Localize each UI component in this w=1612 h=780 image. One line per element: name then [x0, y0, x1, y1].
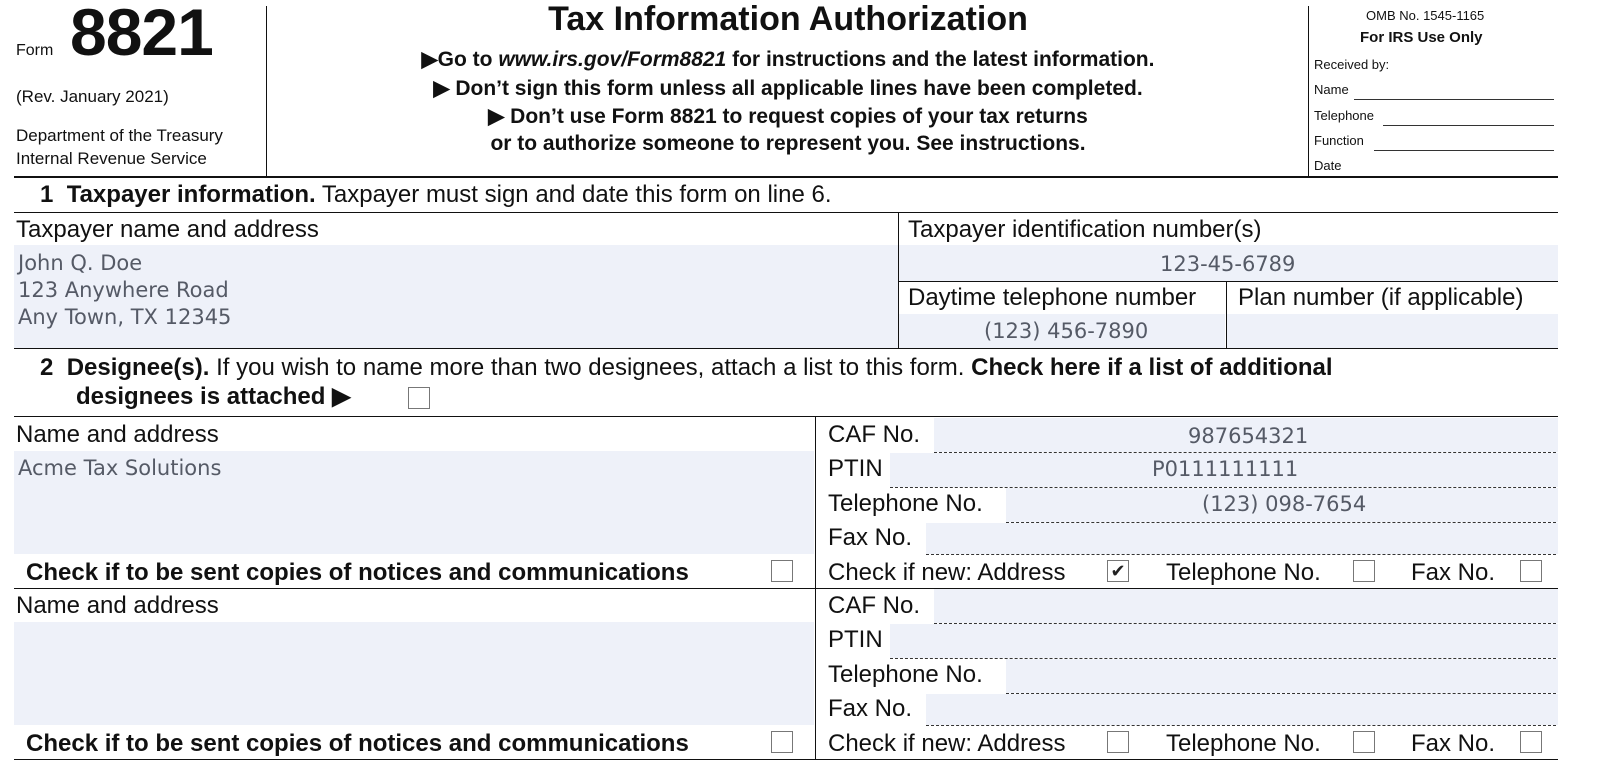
checkmark-icon: ✔	[1110, 561, 1126, 581]
designee-2-tel-field[interactable]	[1006, 659, 1558, 693]
designee-2-name-label: Name and address	[16, 592, 219, 619]
irs-telephone-label: Telephone	[1314, 108, 1374, 123]
designee-1-copies-label: Check if to be sent copies of notices and communications	[26, 559, 689, 586]
taxpayer-address-line-2: Any Town, TX 12345	[18, 305, 232, 329]
designee-1-name-value: Acme Tax Solutions	[18, 456, 222, 480]
department-line-1: Department of the Treasury	[16, 126, 223, 145]
designee-1-tel-label: Telephone No.	[828, 490, 983, 517]
instruction-line-2: ▶ Don’t sign this form unless all applicable lines have been completed.	[433, 77, 1143, 100]
triangle-right-icon: ▶	[488, 105, 505, 128]
designee-1-caf-value: 987654321	[1188, 424, 1309, 448]
triangle-right-icon: ▶	[332, 383, 351, 410]
designee-1-new-address-label: Check if new: Address	[828, 559, 1066, 586]
taxpayer-address-line-1: 123 Anywhere Road	[18, 278, 229, 302]
designee-1-fax-field[interactable]	[926, 523, 1558, 554]
section-2-heading-cont: designees is attached ▶	[76, 383, 351, 410]
additional-designees-checkbox[interactable]	[408, 387, 430, 409]
designee-1-fax-label: Fax No.	[828, 524, 913, 551]
designee-2-new-fax-label: Fax No.	[1411, 730, 1496, 757]
tin-label: Taxpayer identification number(s)	[908, 216, 1262, 243]
instruction-url[interactable]: www.irs.gov/Form8821	[498, 48, 727, 71]
designee-2-new-address-checkbox[interactable]	[1107, 731, 1129, 753]
designee-1-caf-label: CAF No.	[828, 421, 921, 448]
designee-1-copies-checkbox[interactable]	[771, 560, 793, 582]
instruction-line-3: ▶ Don’t use Form 8821 to request copies of your tax returns	[488, 105, 1088, 128]
designee-2-new-fax-checkbox[interactable]	[1520, 731, 1542, 753]
designee-2-fax-label: Fax No.	[828, 695, 913, 722]
designee-2-copies-checkbox[interactable]	[771, 731, 793, 753]
irs-date-label: Date	[1314, 158, 1342, 173]
section-2-heading: 2 Designee(s). If you wish to name more than two designees, attach a list to this form. Check here if a list of additional	[40, 354, 1333, 381]
instruction-line-1: ▶Go to www.irs.gov/Form8821 for instructions and the latest information.	[421, 48, 1155, 71]
tin-value: 123-45-6789	[1160, 252, 1296, 276]
daytime-phone-value: (123) 456-7890	[984, 319, 1149, 343]
irs-name-label: Name	[1314, 82, 1349, 97]
designee-2-copies-label: Check if to be sent copies of notices and communications	[26, 730, 689, 757]
designee-1-new-address-checkbox[interactable]	[1107, 560, 1129, 582]
irs-name-field[interactable]	[1354, 99, 1554, 100]
irs-telephone-field[interactable]	[1383, 125, 1554, 126]
form-revision: (Rev. January 2021)	[16, 87, 169, 106]
designee-2-caf-field[interactable]	[934, 589, 1558, 623]
designee-1-name-label: Name and address	[16, 421, 219, 448]
irs-function-label: Function	[1314, 133, 1364, 148]
designee-2-new-tel-label: Telephone No.	[1166, 730, 1321, 757]
irs-function-field[interactable]	[1374, 150, 1554, 151]
designee-2-caf-label: CAF No.	[828, 592, 921, 619]
designee-1-tel-value: (123) 098-7654	[1202, 492, 1367, 516]
form-prefix: Form	[16, 42, 54, 59]
designee-1-ptin-label: PTIN	[828, 455, 883, 482]
received-by-label: Received by:	[1314, 57, 1390, 72]
department-line-2: Internal Revenue Service	[16, 149, 207, 168]
omb-number: OMB No. 1545-1165	[1366, 8, 1485, 23]
designee-2-name-field[interactable]	[14, 622, 814, 725]
designee-1-new-tel-checkbox[interactable]	[1353, 560, 1375, 582]
designee-1-new-fax-label: Fax No.	[1411, 559, 1496, 586]
form-title: Tax Information Authorization	[548, 0, 1028, 38]
irs-use-only: For IRS Use Only	[1360, 29, 1483, 46]
section-1-heading: 1 Taxpayer information. Taxpayer must sign and date this form on line 6.	[40, 181, 832, 208]
designee-1-new-fax-checkbox[interactable]	[1520, 560, 1542, 582]
designee-2-fax-field[interactable]	[926, 694, 1558, 725]
plan-number-field[interactable]	[1227, 314, 1558, 348]
designee-2-new-address-label: Check if new: Address	[828, 730, 1066, 757]
instruction-line-4: or to authorize someone to represent you. See instructions.	[490, 132, 1086, 155]
taxpayer-name-address-label: Taxpayer name and address	[16, 216, 319, 243]
designee-1-ptin-value: P0111111111	[1152, 457, 1299, 481]
form-number: 8821	[70, 0, 213, 69]
triangle-right-icon: ▶	[421, 48, 438, 71]
designee-2-tel-label: Telephone No.	[828, 661, 983, 688]
plan-number-label: Plan number (if applicable)	[1238, 284, 1524, 311]
taxpayer-name-line: John Q. Doe	[18, 251, 143, 275]
daytime-phone-label: Daytime telephone number	[908, 284, 1197, 311]
designee-2-ptin-field[interactable]	[890, 624, 1558, 658]
triangle-right-icon: ▶	[433, 77, 450, 100]
designee-2-new-tel-checkbox[interactable]	[1353, 731, 1375, 753]
designee-2-ptin-label: PTIN	[828, 626, 883, 653]
designee-1-new-tel-label: Telephone No.	[1166, 559, 1321, 586]
